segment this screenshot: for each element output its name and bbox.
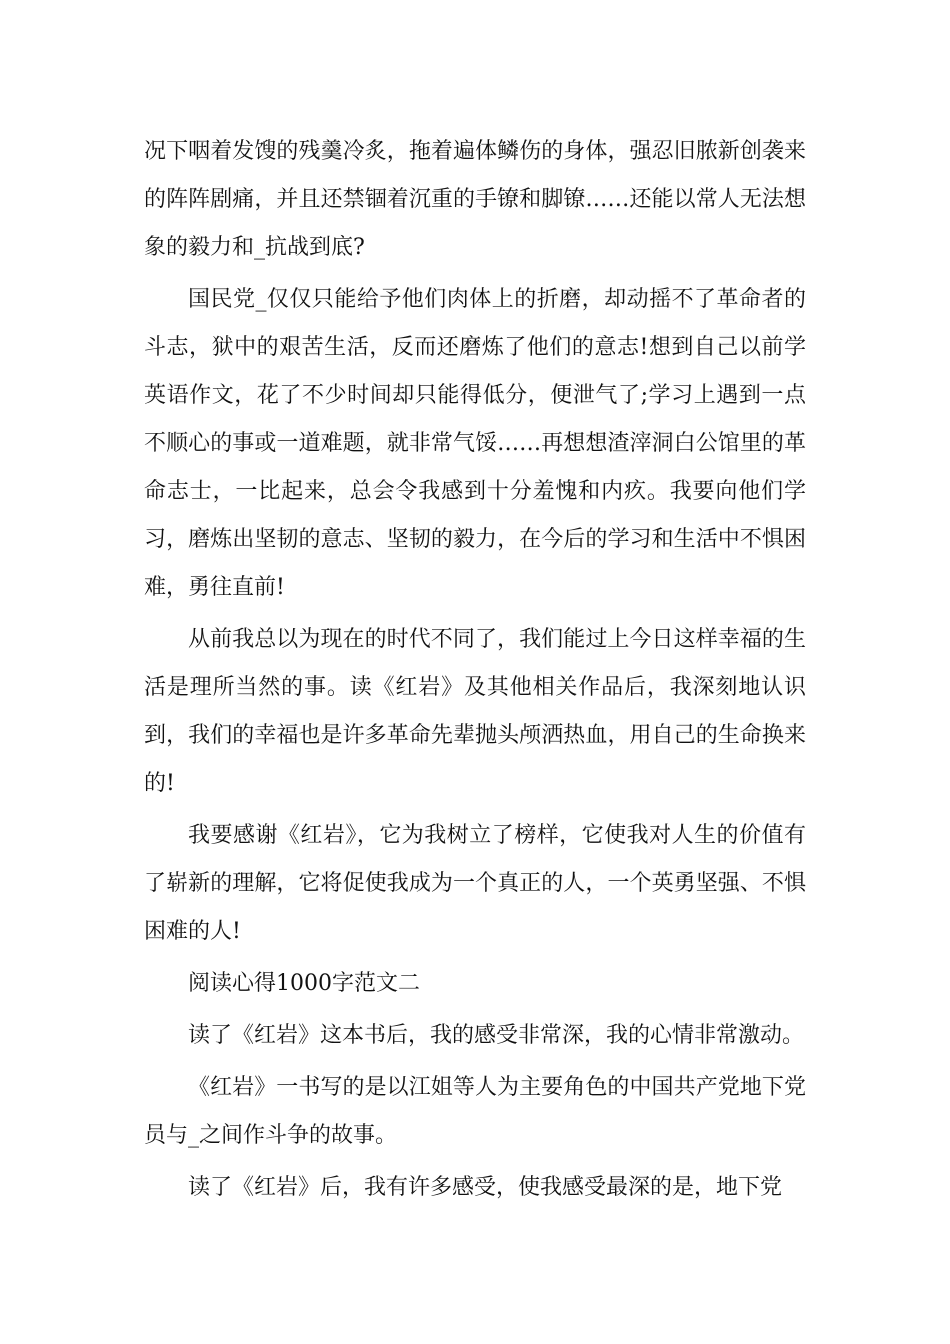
paragraph: 国民党_仅仅只能给予他们肉体上的折磨，却动摇不了革命者的斗志，狱中的艰苦生活，反而还磨炼了他们的意志!想到自己以前学英语作文，花了不少时间却只能得低分，便泄气了;学习上遇到一点不顺心的事或一道难题，就非常气馁……再想想渣滓洞白公馆里的革命志士，一比起来，总会令我感到十分羞愧和内疚。我要向他们学习，磨炼出坚韧的意志、坚韧的毅力，在今后的学习和生活中不惧困难，勇往直前! [144, 287, 806, 600]
paragraph: 从前我总以为现在的时代不同了，我们能过上今日这样幸福的生活是理所当然的事。读《红岩》及其他相关作品后，我深刻地认识到，我们的幸福也是许多革命先辈抛头颅洒热血，用自己的生命换来的! [144, 627, 806, 796]
paragraph: 《红岩》一书写的是以江姐等人为主要角色的中国共产党地下党员与_之间作斗争的故事。 [144, 1075, 806, 1148]
section-heading: 阅读心得1000字范文二 [188, 971, 420, 996]
paragraph: 我要感谢《红岩》，它为我树立了榜样，它使我对人生的价值有了崭新的理解，它将促使我成为一个真正的人，一个英勇坚强、不惧困难的人! [144, 823, 806, 944]
paragraph-continuation: 况下咽着发馊的残羹冷炙，拖着遍体鳞伤的身体，强忍旧脓新创袭来的阵阵剧痛，并且还禁锢着沉重的手镣和脚镣……还能以常人无法想象的毅力和_抗战到底? [144, 139, 806, 260]
paragraph: 读了《红岩》这本书后，我的感受非常深，我的心情非常激动。 [188, 1023, 805, 1048]
document-body [144, 128, 806, 1216]
paragraph: 读了《红岩》后，我有许多感受，使我感受最深的是，地下党 [188, 1175, 783, 1200]
